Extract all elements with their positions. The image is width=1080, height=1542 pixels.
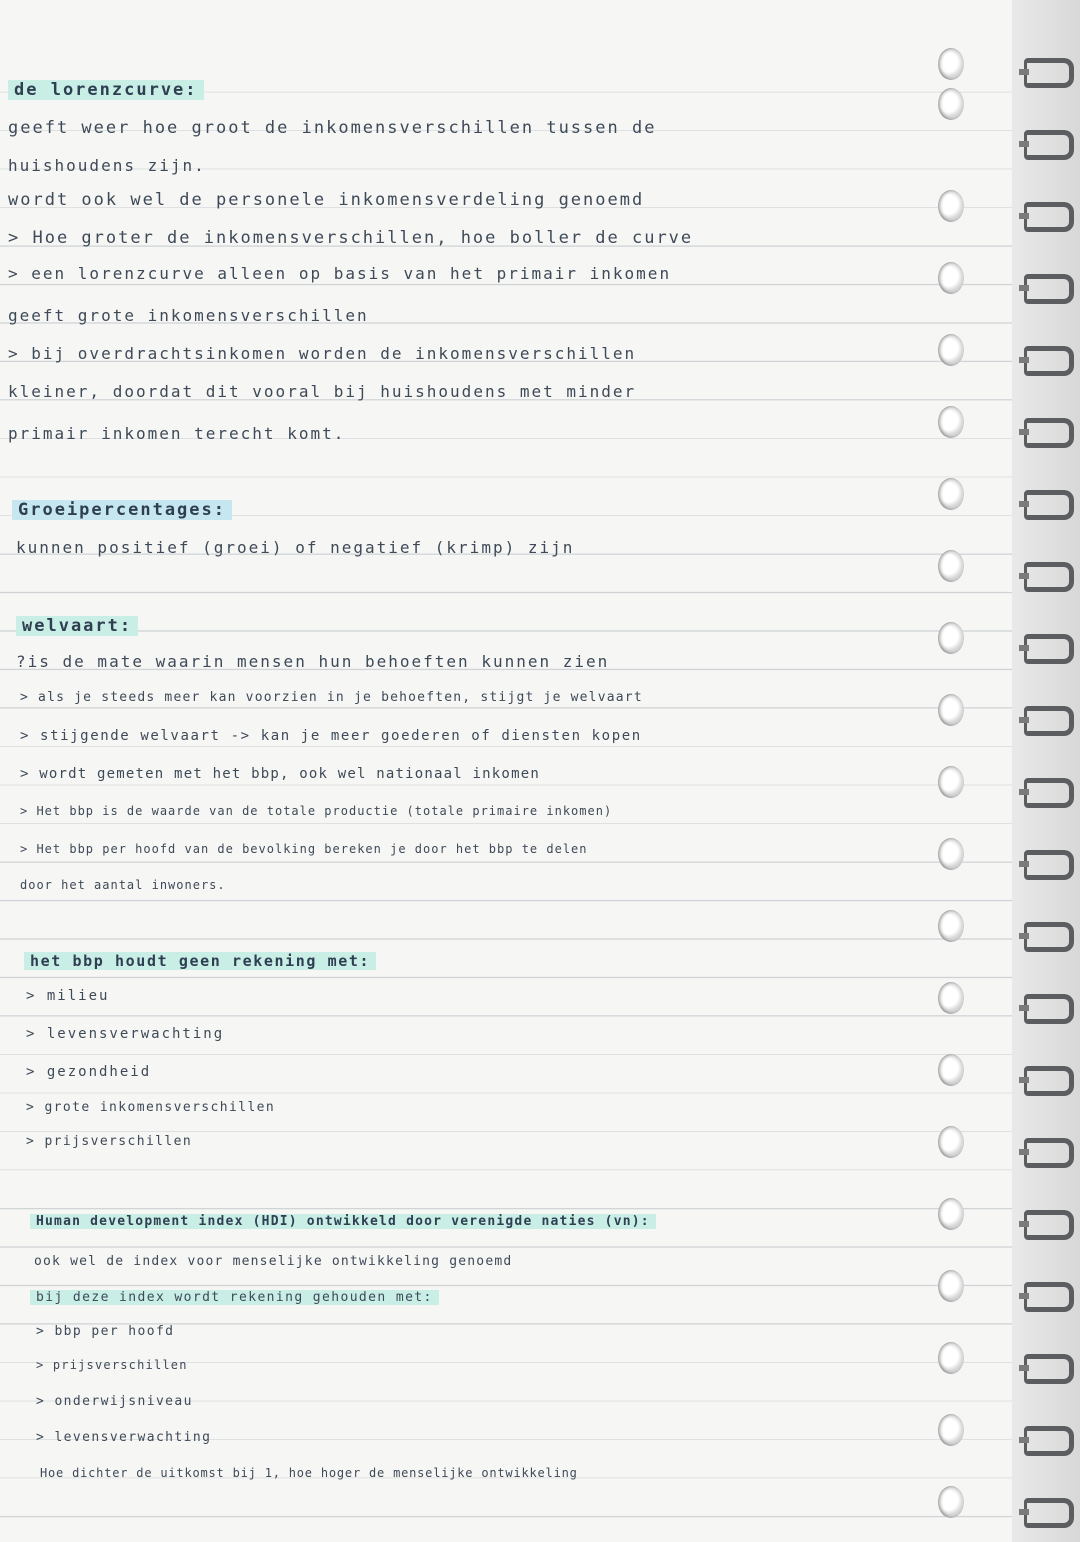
binding-hole [938,1414,964,1446]
note-line: ?is de mate waarin mensen hun behoeften kunnen zien [16,652,610,671]
note-line: kleiner, doordat dit vooral bij huishoudens met minder [8,382,637,401]
binding-hole [938,1198,964,1230]
spiral-ring [1024,202,1074,232]
note-line: > Het bbp is de waarde van de totale productie (totale primaire inkomen) [20,804,613,818]
spiral-ring [1024,1282,1074,1312]
note-line: > levensverwachting [36,1430,212,1445]
spiral-ring [1024,562,1074,592]
note-line: geeft weer hoe groot de inkomensverschillen tussen de [8,118,657,138]
note-line: primair inkomen terecht komt. [8,424,346,443]
spiral-ring [1024,850,1074,880]
binding-hole [938,622,964,654]
note-line: > Hoe groter de inkomensverschillen, hoe boller de curve [8,228,694,248]
spiral-ring [1024,130,1074,160]
spiral-ring [1024,1138,1074,1168]
heading-groeipercentages: Groeipercentages: [12,500,232,520]
binding-hole [938,88,964,120]
spiral-ring [1024,418,1074,448]
spiral-ring [1024,1066,1074,1096]
heading-lorenzcurve: de lorenzcurve: [8,80,204,100]
note-line: > Het bbp per hoofd van de bevolking bereken je door het bbp te delen [20,842,588,856]
binding-hole [938,910,964,942]
note-line: > als je steeds meer kan voorzien in je behoeften, stijgt je welvaart [20,690,643,705]
spiral-ring [1024,994,1074,1024]
spiral-ring [1024,346,1074,376]
note-line: > levensverwachting [26,1026,225,1042]
note-line: > wordt gemeten met het bbp, ook wel nationaal inkomen [20,766,540,782]
note-line: ook wel de index voor menselijke ontwikkeling genoemd [34,1254,513,1269]
binding-hole [938,766,964,798]
note-line: > bbp per hoofd [36,1324,175,1339]
binding-hole [938,694,964,726]
spiral-ring [1024,490,1074,520]
spiral-ring [1024,634,1074,664]
heading-bbp-geen-rekening: het bbp houdt geen rekening met: [24,952,376,970]
note-line: > grote inkomensverschillen [26,1100,276,1115]
spiral-ring [1024,1498,1074,1528]
note-line: > een lorenzcurve alleen op basis van het primair inkomen [8,264,672,283]
binding-hole [938,1270,964,1302]
binding-hole [938,550,964,582]
note-line-highlighted: bij deze index wordt rekening gehouden met: [30,1290,439,1305]
note-line: > prijsverschillen [36,1358,188,1372]
binding-hole [938,478,964,510]
spiral-ring [1024,922,1074,952]
spiral-ring [1024,274,1074,304]
binding-hole [938,982,964,1014]
note-line: > stijgende welvaart -> kan je meer goederen of diensten kopen [20,728,642,744]
note-line: > milieu [26,988,110,1004]
note-line: Hoe dichter de uitkomst bij 1, hoe hoger de menselijke ontwikkeling [40,1466,578,1480]
note-line: > bij overdrachtsinkomen worden de inkomensverschillen [8,344,637,363]
note-line: kunnen positief (groei) of negatief (krimp) zijn [16,538,575,557]
spiral-ring [1024,1426,1074,1456]
binding-hole [938,1342,964,1374]
note-line: geeft grote inkomensverschillen [8,306,369,325]
spiral-ring [1024,706,1074,736]
heading-hdi: Human development index (HDI) ontwikkeld door verenigde naties (vn): [30,1214,656,1229]
binding-hole [938,48,964,80]
binding-hole [938,334,964,366]
binding-hole [938,1486,964,1518]
binding-hole [938,406,964,438]
binding-hole [938,262,964,294]
heading-welvaart: welvaart: [16,616,138,636]
note-line: door het aantal inwoners. [20,878,226,892]
binding-hole [938,1054,964,1086]
note-line: > gezondheid [26,1064,152,1080]
binding-hole [938,838,964,870]
spiral-ring [1024,778,1074,808]
note-line: huishoudens zijn. [8,156,206,175]
spiral-ring [1024,58,1074,88]
binding-hole [938,190,964,222]
note-line: > prijsverschillen [26,1134,193,1149]
spiral-ring [1024,1210,1074,1240]
note-line: > onderwijsniveau [36,1394,193,1409]
binding-hole [938,1126,964,1158]
spiral-ring [1024,1354,1074,1384]
note-line: wordt ook wel de personele inkomensverdeling genoemd [8,190,645,210]
